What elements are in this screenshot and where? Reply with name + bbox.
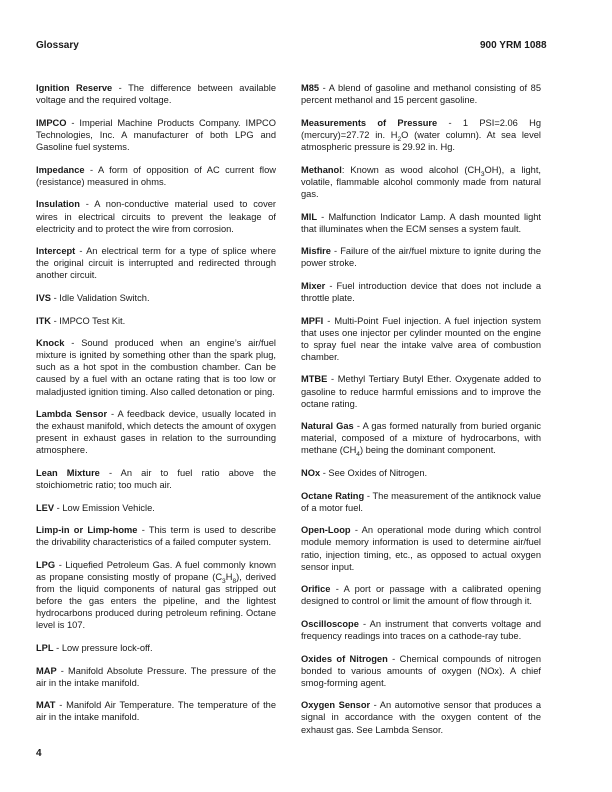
entry-term: Orifice bbox=[301, 584, 331, 595]
glossary-entry: Knock - Sound produced when an engine’s air/fuel mixture is ignited by something other than the spark plug, such as a hot spot in the combustion chamber. Can be caused by a fuel with an octane rating that is too low or maladjusted ignition timing. Also called detonation or ping. bbox=[36, 338, 276, 397]
entry-term: Octane Rating bbox=[301, 490, 365, 501]
glossary-entry: Lambda Sensor - A feedback device, usually located in the exhaust manifold, which detects the amount of oxygen present in exhaust gases in relation to the surrounding atmosphere. bbox=[36, 409, 277, 456]
entry-definition: Known as wood alcohol $(CH_3OH)$, a light, volatile, flammable alcohol commonly made from natural gas. bbox=[301, 164, 541, 199]
glossary-entry: Ignition Reserve - The difference between available voltage and the required voltage. bbox=[36, 83, 276, 106]
entry-definition: A port or passage with a calibrated opening designed to control or limit the amount of flow through it. bbox=[301, 584, 542, 607]
entry-term: LPL bbox=[36, 643, 54, 654]
glossary-entry: Insulation - A non-conductive material used to cover wires in electrical circuits to prevent the leakage of electricity and to protect the wire from corrosion. bbox=[36, 199, 276, 234]
entry-term: Methanol bbox=[301, 164, 342, 175]
entry-term: Intercept bbox=[36, 246, 76, 257]
entry-term: MIL bbox=[301, 211, 318, 222]
entry-definition: Chemical compounds of nitrogen bonded to various amounts of oxygen (NOx). A chief smog-forming agent. bbox=[301, 653, 541, 688]
glossary-entry: Oxides of Nitrogen - Chemical compounds of nitrogen bonded to various amounts of oxygen (NOx). A chief smog-forming agent. bbox=[301, 653, 541, 688]
entry-definition: A blend of gasoline and methanol consisting of 85 percent methanol and 15 percent gasoline. bbox=[301, 83, 542, 106]
entry-definition: An automotive sensor that produces a signal in accordance with the oxygen content of the exhaust gas. See Lambda Sensor. bbox=[301, 700, 542, 735]
entry-term: Oxides of Nitrogen bbox=[301, 653, 388, 664]
page-number: 4 bbox=[36, 748, 42, 759]
glossary-entry: Mixer - Fuel introduction device that does not include a throttle plate. bbox=[301, 280, 542, 304]
entry-term: NOx bbox=[301, 468, 321, 479]
entry-term: Misfire bbox=[301, 246, 331, 257]
entry-definition: Malfunction Indicator Lamp. A dash mounted light that illuminates when the ECM senses a system fault. bbox=[301, 211, 542, 234]
glossary-entry: MPFI - Multi-Point Fuel injection. A fuel injection system that uses one injector per cylinder mounted on the engine to spray fuel near the intake valve area of combustion chamber. bbox=[301, 315, 541, 362]
entry-term: Open-Loop bbox=[301, 525, 351, 536]
entry-term: MPFI bbox=[301, 315, 324, 326]
entry-term: Insulation bbox=[36, 199, 80, 210]
entry-term: Limp-in or Limp-home bbox=[36, 525, 138, 536]
entry-definition: Low Emission Vehicle. bbox=[62, 502, 155, 513]
entry-term: IVS bbox=[36, 293, 51, 304]
glossary-entry: LPL - Low pressure lock-off. bbox=[36, 643, 153, 654]
right-column bbox=[301, 73, 541, 746]
glossary-entry: Impedance - A form of opposition of AC current flow (resistance) measured in ohms. bbox=[36, 164, 277, 187]
glossary-entry: Methanol: Known as wood alcohol $(CH_3OH)$, a light, volatile, flammable alcohol commonly made from natural gas. bbox=[301, 164, 541, 199]
entry-definition: This term is used to describe the drivability characteristics of a failed computer system. bbox=[36, 525, 276, 548]
entry-term: Knock bbox=[36, 338, 65, 349]
entry-definition: IMPCO Test Kit. bbox=[59, 315, 126, 326]
entry-term: Lambda Sensor bbox=[36, 409, 108, 420]
entry-term: Oxygen Sensor bbox=[301, 700, 371, 711]
entry-term: Mixer bbox=[301, 280, 326, 291]
glossary-entry: MAT - Manifold Air Temperature. The temperature of the air in the intake manifold. bbox=[36, 700, 277, 723]
entry-definition: Fuel introduction device that does not include a throttle plate. bbox=[301, 280, 542, 304]
entry-definition: The measurement of the antiknock value of a motor fuel. bbox=[301, 490, 541, 513]
entry-definition: Manifold Air Temperature. The temperature of the air in the intake manifold. bbox=[36, 700, 277, 723]
entry-term: LEV bbox=[36, 502, 55, 513]
glossary-entry: LPG - Liquefied Petroleum Gas. A fuel commonly known as propane consisting mostly of propane $(C_3H_8)$, derived from the liquid components of natural gas stripped out before the gas enters the pipeline, and the lightest hydrocarbons produced during petroleum refining. Octane level is 107. bbox=[36, 560, 277, 631]
entry-term: IMPCO bbox=[36, 117, 67, 128]
glossary-entry: LEV - Low Emission Vehicle. bbox=[36, 502, 155, 513]
entry-definition: 1 PSI=2.06 Hg (mercury)=27.72 in. $H_2O$ (water column). At sea level atmospheric pressure is 29.92 in. Hg. bbox=[301, 117, 542, 153]
glossary-entry: NOx - See Oxides of Nitrogen. bbox=[301, 468, 428, 479]
entry-definition: Low pressure lock-off. bbox=[61, 643, 153, 654]
entry-definition: Multi-Point Fuel injection. A fuel injection system that uses one injector per cylinder mounted on the engine to spray fuel near the intake valve area of combustion chamber. bbox=[301, 315, 541, 362]
glossary-entry: Intercept - An electrical term for a type of splice where the original circuit is interrupted and redirected through another circuit. bbox=[36, 246, 276, 281]
entry-term: Natural Gas bbox=[301, 421, 354, 432]
glossary-entry: MAP - Manifold Absolute Pressure. The pressure of the air in the intake manifold. bbox=[36, 665, 277, 688]
entry-term: MAP bbox=[36, 665, 57, 676]
entry-term: MAT bbox=[36, 700, 56, 711]
entry-definition: An instrument that converts voltage and frequency readings into traces on a cathode-ray tube. bbox=[301, 618, 541, 641]
glossary-entry: Misfire - Failure of the air/fuel mixture to ignite during the power stroke. bbox=[301, 246, 542, 269]
entry-term: Measurements of Pressure bbox=[301, 117, 438, 128]
entry-definition: Methyl Tertiary Butyl Ether. Oxygenate added to gasoline to reduce harmful emissions and to improve the octane rating. bbox=[301, 374, 542, 409]
entry-definition: Idle Validation Switch. bbox=[59, 293, 150, 304]
entry-definition: Sound produced when an engine’s air/fuel mixture is ignited by something other than the spark plug, such as a hot spot in the combustion chamber. Can be caused by a fuel with an octane rating that is too low or maladjusted ignition timing. Also called detonation or ping. bbox=[36, 338, 276, 397]
entry-term: MTBE bbox=[301, 374, 328, 385]
glossary-entry: Lean Mixture - An air to fuel ratio above the stoichiometric ratio; too much air. bbox=[36, 468, 276, 491]
running-header-doc-number: 900 YRM 1088 bbox=[480, 40, 547, 51]
glossary-entry: Orifice - A port or passage with a calibrated opening designed to control or limit the amount of flow through it. bbox=[301, 584, 542, 607]
glossary-entry: IVS - Idle Validation Switch. bbox=[36, 293, 150, 304]
entry-term: Ignition Reserve bbox=[36, 83, 113, 94]
entry-term: ITK bbox=[36, 315, 51, 326]
entry-definition: A gas formed naturally from buried organic material, composed of a mixture of hydrocarbons, with methane $(CH_4)$ being the dominant component. bbox=[301, 421, 542, 459]
glossary-entry: M85 - A blend of gasoline and methanol consisting of 85 percent methanol and 15 percent gasoline. bbox=[301, 83, 542, 106]
running-header-title: Glossary bbox=[36, 40, 79, 51]
left-column bbox=[36, 73, 276, 734]
entry-term: M85 bbox=[301, 83, 320, 94]
entry-term: LPG bbox=[36, 560, 56, 571]
glossary-entry: Natural Gas - A gas formed naturally from buried organic material, composed of a mixture of hydrocarbons, with methane $(CH_4)$ being the dominant component. bbox=[301, 421, 542, 459]
glossary-entry: Open-Loop - An operational mode during which control module memory information is used to determine air/fuel ratio, injection timing, etc., as opposed to actual oxygen sensor input. bbox=[301, 525, 542, 572]
entry-definition: A non-conductive material used to cover wires in electrical circuits to prevent the leakage of electricity and to protect the wire from corrosion. bbox=[36, 199, 276, 234]
entry-definition: A feedback device, usually located in the exhaust manifold, which detects the amount of oxygen present in exhaust gases in relation to the surrounding atmosphere. bbox=[36, 409, 277, 456]
glossary-entry: IMPCO - Imperial Machine Products Company. IMPCO Technologies, Inc. A manufacturer of both LPG and Gasoline fuel systems. bbox=[36, 117, 276, 153]
glossary-entry: ITK - IMPCO Test Kit. bbox=[36, 315, 126, 326]
glossary-entry: Measurements of Pressure - 1 PSI=2.06 Hg (mercury)=27.72 in. $H_2O$ (water column). At sea level atmospheric pressure is 29.92 in. Hg. bbox=[301, 117, 542, 153]
entry-definition: Liquefied Petroleum Gas. A fuel commonly known as propane consisting mostly of propane $(C_3H_8)$, derived from the liquid components of natural gas stripped out before the gas enters the pipeline, and the lightest hydrocarbons produced during petroleum refining. Octane level is 107. bbox=[36, 560, 277, 631]
entry-definition: Manifold Absolute Pressure. The pressure of the air in the intake manifold. bbox=[36, 665, 277, 688]
glossary-entry: MTBE - Methyl Tertiary Butyl Ether. Oxygenate added to gasoline to reduce harmful emissions and to improve the octane rating. bbox=[301, 374, 542, 409]
entry-definition: A form of opposition of AC current flow (resistance) measured in ohms. bbox=[36, 164, 277, 187]
entry-definition: The difference between available voltage and the required voltage. bbox=[36, 83, 276, 106]
glossary-entry: Oxygen Sensor - An automotive sensor that produces a signal in accordance with the oxygen content of the exhaust gas. See Lambda Sensor. bbox=[301, 700, 542, 735]
entry-definition: An air to fuel ratio above the stoichiometric ratio; too much air. bbox=[36, 468, 276, 491]
glossary-entry: MIL - Malfunction Indicator Lamp. A dash mounted light that illuminates when the ECM senses a system fault. bbox=[301, 211, 542, 234]
entry-term: Oscilloscope bbox=[301, 618, 359, 629]
entry-definition: See Oxides of Nitrogen. bbox=[328, 468, 428, 479]
entry-term: Lean Mixture bbox=[36, 468, 100, 479]
entry-definition: Imperial Machine Products Company. IMPCO Technologies, Inc. A manufacturer of both LPG and Gasoline fuel systems. bbox=[36, 117, 276, 153]
entry-definition: Failure of the air/fuel mixture to ignite during the power stroke. bbox=[301, 246, 542, 269]
glossary-entry: Octane Rating - The measurement of the antiknock value of a motor fuel. bbox=[301, 490, 541, 513]
entry-definition: An operational mode during which control module memory information is used to determine air/fuel ratio, injection timing, etc., as opposed to actual oxygen sensor input. bbox=[301, 525, 542, 572]
entry-term: Impedance bbox=[36, 164, 85, 175]
glossary-entry: Oscilloscope - An instrument that converts voltage and frequency readings into traces on a cathode-ray tube. bbox=[301, 618, 541, 641]
entry-definition: An electrical term for a type of splice where the original circuit is interrupted and redirected through another circuit. bbox=[36, 246, 276, 281]
glossary-entry: Limp-in or Limp-home - This term is used to describe the drivability characteristics of a failed computer system. bbox=[36, 525, 276, 548]
